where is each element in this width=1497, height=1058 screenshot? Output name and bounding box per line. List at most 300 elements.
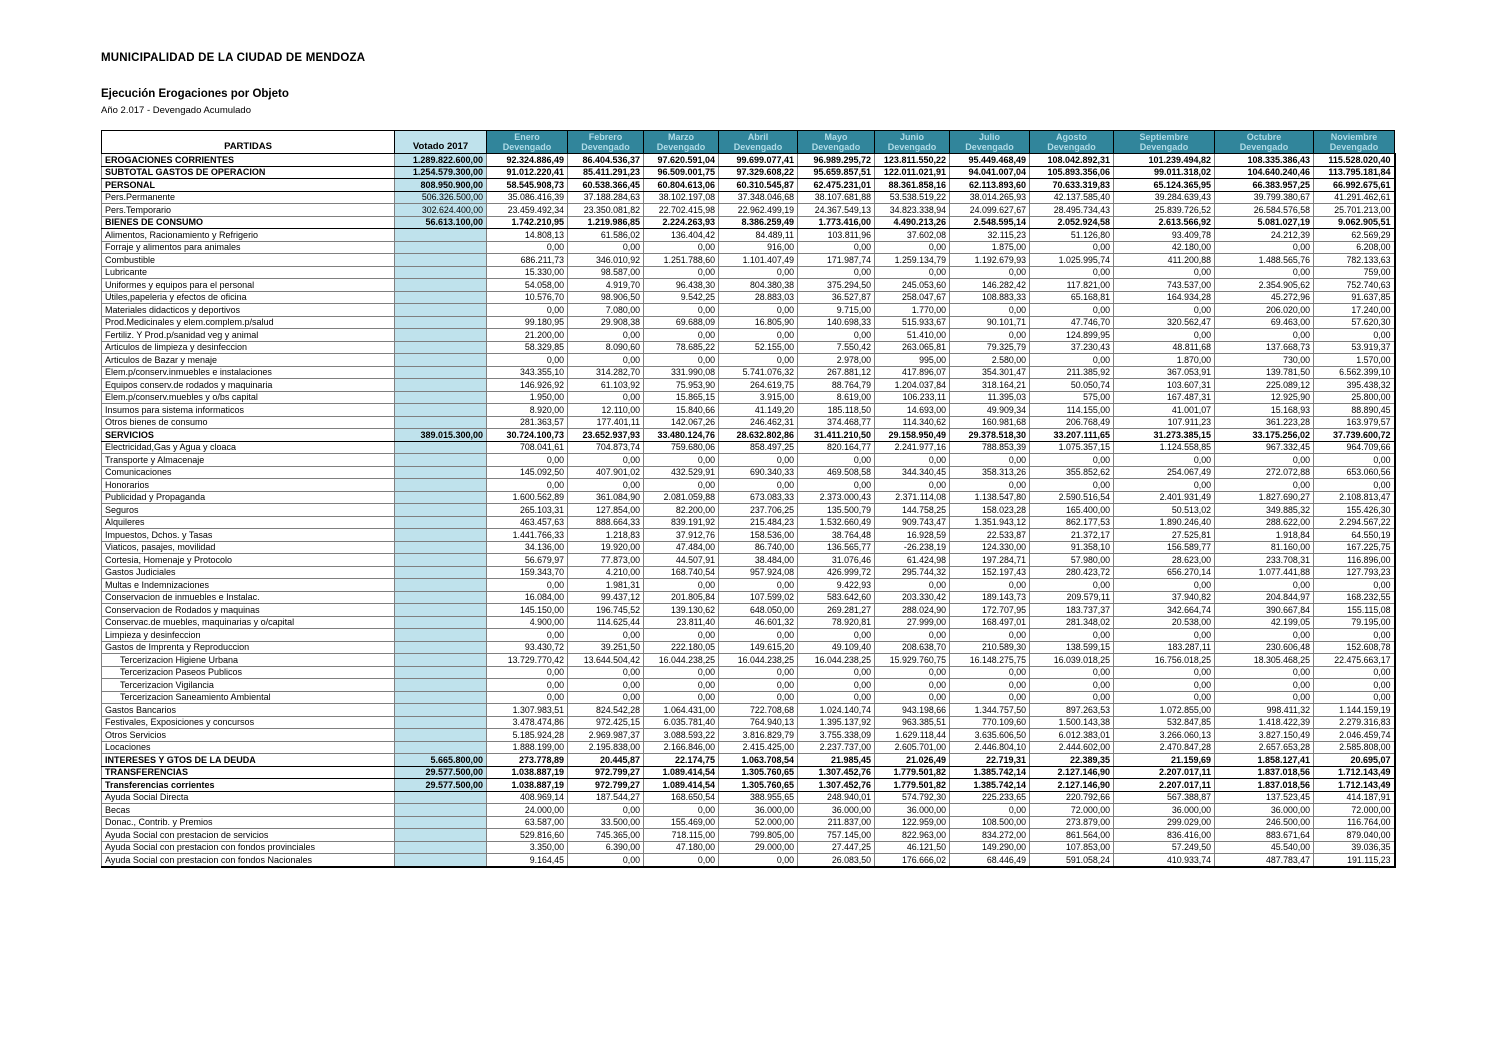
value-cell: 206.768,49: [1030, 416, 1114, 429]
value-cell: 757.145,00: [798, 829, 875, 842]
value-cell: 299.029,00: [1114, 816, 1215, 829]
votado-cell: 302.624.400,00: [395, 204, 487, 217]
column-header-month: Abril Devengado: [719, 131, 798, 154]
votado-cell: [395, 679, 487, 692]
value-cell: 0,00: [719, 454, 798, 467]
value-cell: 117.821,00: [1030, 279, 1114, 292]
value-cell: 0,00: [950, 629, 1030, 642]
value-cell: 22.702.415,98: [644, 204, 719, 217]
votado-cell: [395, 266, 487, 279]
value-cell: 18.305.468,25: [1215, 654, 1314, 667]
value-cell: 0,00: [1030, 629, 1114, 642]
value-cell: 3.088.593,22: [644, 729, 719, 742]
value-cell: 146.282,42: [950, 279, 1030, 292]
row-label: Transporte y Almacenaje: [102, 454, 395, 467]
value-cell: 648.050,00: [719, 604, 798, 617]
value-cell: 820.164,77: [798, 441, 875, 454]
value-cell: 42.137.585,40: [1030, 191, 1114, 204]
value-cell: 1.918,84: [1215, 529, 1314, 542]
value-cell: 208.638,70: [875, 641, 950, 654]
value-cell: 1.418.422,39: [1215, 716, 1314, 729]
table-row: [102, 616, 1395, 629]
votado-cell: [395, 604, 487, 617]
value-cell: 197.284,71: [950, 554, 1030, 567]
value-cell: 1.124.558,85: [1114, 441, 1215, 454]
value-cell: 62.569,29: [1314, 229, 1395, 242]
value-cell: 26.584.576,58: [1215, 204, 1314, 217]
value-cell: 79.195,00: [1314, 616, 1395, 629]
value-cell: 1.101.407,49: [719, 254, 798, 267]
value-cell: 1.305.760,65: [719, 779, 798, 792]
value-cell: 108.883,33: [950, 291, 1030, 304]
votado-cell: [395, 704, 487, 717]
value-cell: 1.770,00: [875, 304, 950, 317]
value-cell: 822.963,00: [875, 829, 950, 842]
value-cell: 15.840,66: [644, 404, 719, 417]
value-cell: 0,00: [1314, 691, 1395, 704]
value-cell: 98.906,50: [568, 291, 644, 304]
row-label: PERSONAL: [102, 179, 395, 192]
value-cell: 103.811,96: [798, 229, 875, 242]
value-cell: 0,00: [568, 804, 644, 817]
value-cell: 14.808,13: [487, 229, 568, 242]
value-cell: 33.480.124,76: [644, 429, 719, 442]
value-cell: 0,00: [487, 479, 568, 492]
row-label: Tercerizacion Vigilancia: [102, 679, 395, 692]
value-cell: 13.644.504,42: [568, 654, 644, 667]
value-cell: 61.103,92: [568, 379, 644, 392]
votado-cell: [395, 479, 487, 492]
value-cell: 66.383.957,25: [1215, 179, 1314, 192]
value-cell: 36.000,00: [798, 804, 875, 817]
value-cell: 211.837,00: [798, 816, 875, 829]
value-cell: 567.388,87: [1114, 791, 1215, 804]
value-cell: 145.092,50: [487, 466, 568, 479]
value-cell: 1.742.210,95: [487, 216, 568, 229]
value-cell: 114.155,00: [1030, 404, 1114, 417]
value-cell: 92.324.886,49: [487, 154, 568, 167]
value-cell: 52.000,00: [719, 816, 798, 829]
votado-cell: [395, 491, 487, 504]
value-cell: 113.795.181,84: [1314, 166, 1395, 179]
value-cell: 0,00: [1030, 579, 1114, 592]
value-cell: 96.989.295,72: [798, 154, 875, 167]
column-header-month: Junio Devengado: [875, 131, 950, 154]
value-cell: 28.883,03: [719, 291, 798, 304]
row-label: Donac., Contrib. y Premios: [102, 816, 395, 829]
value-cell: 204.844,97: [1215, 591, 1314, 604]
page-title: MUNICIPALIDAD DE LA CIUDAD DE MENDOZA: [101, 52, 366, 64]
value-cell: 583.642,60: [798, 591, 875, 604]
value-cell: 25.839.726,52: [1114, 204, 1215, 217]
value-cell: 99.699.077,41: [719, 154, 798, 167]
row-label: Insumos para sistema informaticos: [102, 404, 395, 417]
value-cell: 690.340,33: [719, 466, 798, 479]
value-cell: 0,00: [1314, 454, 1395, 467]
value-cell: 836.416,00: [1114, 829, 1215, 842]
value-cell: 858.497,25: [719, 441, 798, 454]
value-cell: 2.294.567,22: [1314, 516, 1395, 529]
value-cell: 38.107.681,88: [798, 191, 875, 204]
value-cell: 99.180,95: [487, 316, 568, 329]
value-cell: 0,00: [719, 854, 798, 867]
table-row: [102, 591, 1395, 604]
value-cell: 0,00: [950, 454, 1030, 467]
votado-cell: [395, 354, 487, 367]
row-label: Otros bienes de consumo: [102, 416, 395, 429]
value-cell: 177.401,11: [568, 416, 644, 429]
value-cell: 407.901,02: [568, 466, 644, 479]
value-cell: 410.933,74: [1114, 854, 1215, 867]
votado-cell: [395, 616, 487, 629]
value-cell: 1.089.414,54: [644, 766, 719, 779]
value-cell: 95.659.857,51: [798, 166, 875, 179]
value-cell: 0,00: [1030, 666, 1114, 679]
value-cell: 62.475.231,01: [798, 179, 875, 192]
value-cell: 165.400,00: [1030, 504, 1114, 517]
value-cell: 1.890.246,40: [1114, 516, 1215, 529]
value-cell: 0,00: [1114, 304, 1215, 317]
row-label: Utiles,papeleria y efectos de oficina: [102, 291, 395, 304]
value-cell: 972.799,27: [568, 766, 644, 779]
votado-cell: [395, 566, 487, 579]
value-cell: 65.168,81: [1030, 291, 1114, 304]
table-row: [102, 504, 1395, 517]
value-cell: 1.773.416,00: [798, 216, 875, 229]
value-cell: 4.210,00: [568, 566, 644, 579]
value-cell: 0,00: [1114, 666, 1215, 679]
value-cell: 9.164,45: [487, 854, 568, 867]
value-cell: 21.200,00: [487, 329, 568, 342]
table-row: [102, 204, 1395, 217]
value-cell: 1.712.143,49: [1314, 766, 1395, 779]
value-cell: 1.779.501,82: [875, 779, 950, 792]
value-cell: 20.538,00: [1114, 616, 1215, 629]
value-cell: 2.446.804,10: [950, 741, 1030, 754]
row-label: Uniformes y equipos para el personal: [102, 279, 395, 292]
value-cell: 0,00: [1114, 691, 1215, 704]
value-cell: 0,00: [719, 329, 798, 342]
value-cell: 189.143,73: [950, 591, 1030, 604]
value-cell: 1.629.118,44: [875, 729, 950, 742]
value-cell: 246.462,31: [719, 416, 798, 429]
value-cell: 0,00: [1114, 266, 1215, 279]
votado-cell: [395, 554, 487, 567]
value-cell: 0,00: [719, 304, 798, 317]
value-cell: 33.500,00: [568, 816, 644, 829]
value-cell: 759.680,06: [644, 441, 719, 454]
row-label: Tercerizacion Saneamiento Ambiental: [102, 691, 395, 704]
value-cell: 37.348.046,68: [719, 191, 798, 204]
value-cell: 127.854,00: [568, 504, 644, 517]
value-cell: 0,00: [1215, 266, 1314, 279]
table-row: [102, 229, 1395, 242]
value-cell: 16.148.275,75: [950, 654, 1030, 667]
value-cell: 12.110,00: [568, 404, 644, 417]
value-cell: 160.981,68: [950, 416, 1030, 429]
value-cell: 31.411.210,50: [798, 429, 875, 442]
value-cell: 0,00: [1215, 666, 1314, 679]
value-cell: 1.063.708,54: [719, 754, 798, 767]
value-cell: 210.589,30: [950, 641, 1030, 654]
value-cell: 0,00: [875, 241, 950, 254]
value-cell: 58.329,85: [487, 341, 568, 354]
value-cell: 155.115,08: [1314, 604, 1395, 617]
value-cell: 1.077.441,88: [1215, 566, 1314, 579]
value-cell: 152.608,78: [1314, 641, 1395, 654]
table-row: [102, 666, 1395, 679]
value-cell: 27.999,00: [875, 616, 950, 629]
value-cell: 0,00: [568, 679, 644, 692]
value-cell: 0,00: [1030, 454, 1114, 467]
table-row: [102, 191, 1395, 204]
value-cell: 176.666,02: [875, 854, 950, 867]
table-row: [102, 516, 1395, 529]
row-label: EROGACIONES CORRIENTES: [102, 154, 395, 167]
value-cell: 0,00: [1314, 679, 1395, 692]
section-row: [102, 766, 1395, 779]
row-label: Articulos de Bazar y menaje: [102, 354, 395, 367]
votado-cell: [395, 654, 487, 667]
value-cell: 2.548.595,14: [950, 216, 1030, 229]
value-cell: 63.587,00: [487, 816, 568, 829]
value-cell: 135.500,79: [798, 504, 875, 517]
value-cell: 0,00: [1030, 679, 1114, 692]
value-cell: 33.207.111,65: [1030, 429, 1114, 442]
value-cell: 16.084,00: [487, 591, 568, 604]
value-cell: 0,00: [644, 579, 719, 592]
value-cell: 98.587,00: [568, 266, 644, 279]
value-cell: 57.980,00: [1030, 554, 1114, 567]
value-cell: 22.719,31: [950, 754, 1030, 767]
value-cell: 349.885,32: [1215, 504, 1314, 517]
value-cell: 0,00: [644, 479, 719, 492]
value-cell: 168.740,54: [644, 566, 719, 579]
value-cell: 269.281,27: [798, 604, 875, 617]
value-cell: 108.500,00: [950, 816, 1030, 829]
votado-cell: [395, 416, 487, 429]
value-cell: 78.685,22: [644, 341, 719, 354]
value-cell: 432.529,91: [644, 466, 719, 479]
value-cell: 0,00: [1030, 479, 1114, 492]
value-cell: 11.395,03: [950, 391, 1030, 404]
value-cell: 2.657.653,28: [1215, 741, 1314, 754]
value-cell: 354.301,47: [950, 366, 1030, 379]
value-cell: 88.764,79: [798, 379, 875, 392]
value-cell: 361.223,28: [1215, 416, 1314, 429]
value-cell: 2.580,00: [950, 354, 1030, 367]
table-row: [102, 741, 1395, 754]
row-label: Pers.Permanente: [102, 191, 395, 204]
value-cell: 24.212,39: [1215, 229, 1314, 242]
section-row: [102, 166, 1395, 179]
value-cell: 2.127.146,90: [1030, 766, 1114, 779]
row-label: Ayuda Social con prestacion con fondos Nacionales: [102, 854, 395, 867]
value-cell: 187.544,27: [568, 791, 644, 804]
row-label: Otros Servicios: [102, 729, 395, 742]
value-cell: 90.101,71: [950, 316, 1030, 329]
value-cell: 16.756.018,25: [1114, 654, 1215, 667]
row-label: Comunicaciones: [102, 466, 395, 479]
table-row: [102, 691, 1395, 704]
value-cell: 998.411,32: [1215, 704, 1314, 717]
table-row: [102, 554, 1395, 567]
value-cell: 34.136,00: [487, 541, 568, 554]
value-cell: 42.180,00: [1114, 241, 1215, 254]
votado-cell: 29.577.500,00: [395, 779, 487, 792]
value-cell: 47.746,70: [1030, 316, 1114, 329]
value-cell: 0,00: [1030, 354, 1114, 367]
value-cell: 2.224.263,93: [644, 216, 719, 229]
table-row: [102, 679, 1395, 692]
value-cell: 463.457,63: [487, 516, 568, 529]
row-label: Seguros: [102, 504, 395, 517]
value-cell: 36.000,00: [1114, 804, 1215, 817]
value-cell: 230.606,48: [1215, 641, 1314, 654]
value-cell: 215.484,23: [719, 516, 798, 529]
value-cell: 0,00: [1215, 629, 1314, 642]
value-cell: 88.361.858,16: [875, 179, 950, 192]
value-cell: 36.000,00: [1215, 804, 1314, 817]
table-row: [102, 466, 1395, 479]
header-row: [102, 131, 1395, 154]
value-cell: 0,00: [950, 329, 1030, 342]
value-cell: 1.138.547,80: [950, 491, 1030, 504]
value-cell: 764.940,13: [719, 716, 798, 729]
value-cell: 171.987,74: [798, 254, 875, 267]
value-cell: 1.385.742,14: [950, 766, 1030, 779]
row-label: Publicidad y Propaganda: [102, 491, 395, 504]
table-row: [102, 391, 1395, 404]
votado-cell: [395, 466, 487, 479]
value-cell: 1.858.127,41: [1215, 754, 1314, 767]
value-cell: 7.550,42: [798, 341, 875, 354]
table-row: [102, 529, 1395, 542]
value-cell: 136.565,77: [798, 541, 875, 554]
value-cell: 0,00: [1314, 629, 1395, 642]
value-cell: 344.340,45: [875, 466, 950, 479]
value-cell: 114.340,62: [875, 416, 950, 429]
value-cell: 1.089.414,54: [644, 779, 719, 792]
value-cell: 24.367.549,13: [798, 204, 875, 217]
value-cell: 206.020,00: [1215, 304, 1314, 317]
value-cell: 31.076,46: [798, 554, 875, 567]
votado-cell: [395, 729, 487, 742]
votado-cell: [395, 591, 487, 604]
value-cell: 69.463,00: [1215, 316, 1314, 329]
value-cell: 82.200,00: [644, 504, 719, 517]
row-label: Equipos conserv.de rodados y maquinaria: [102, 379, 395, 392]
votado-cell: [395, 366, 487, 379]
value-cell: 50.513,02: [1114, 504, 1215, 517]
value-cell: 29.158.950,49: [875, 429, 950, 442]
value-cell: 145.150,00: [487, 604, 568, 617]
value-cell: 0,00: [1114, 629, 1215, 642]
value-cell: 114.625,44: [568, 616, 644, 629]
value-cell: 532.847,85: [1114, 716, 1215, 729]
value-cell: 730,00: [1215, 354, 1314, 367]
value-cell: 0,00: [1215, 691, 1314, 704]
value-cell: 25.800,00: [1314, 391, 1395, 404]
value-cell: 42.199,05: [1215, 616, 1314, 629]
value-cell: 2.237.737,00: [798, 741, 875, 754]
value-cell: 839.191,92: [644, 516, 719, 529]
value-cell: 0,00: [487, 579, 568, 592]
section-row: [102, 429, 1395, 442]
value-cell: 15.865,15: [644, 391, 719, 404]
votado-cell: [395, 641, 487, 654]
value-cell: 2.605.701,00: [875, 741, 950, 754]
value-cell: 1.251.788,60: [644, 254, 719, 267]
table-body: [102, 154, 1395, 867]
value-cell: 417.896,07: [875, 366, 950, 379]
value-cell: 2.585.808,00: [1314, 741, 1395, 754]
value-cell: 22.174,75: [644, 754, 719, 767]
value-cell: 1.075.357,15: [1030, 441, 1114, 454]
value-cell: 108.335.386,43: [1215, 154, 1314, 167]
value-cell: 16.039.018,25: [1030, 654, 1114, 667]
value-cell: 1.144.159,19: [1314, 704, 1395, 717]
value-cell: 144.758,25: [875, 504, 950, 517]
row-label: Articulos de limpieza y desinfeccion: [102, 341, 395, 354]
row-label: BIENES DE CONSUMO: [102, 216, 395, 229]
value-cell: 2.195.838,00: [568, 741, 644, 754]
table-row: [102, 704, 1395, 717]
value-cell: 6.390,00: [568, 841, 644, 854]
value-cell: 58.545.908,73: [487, 179, 568, 192]
value-cell: 29.908,38: [568, 316, 644, 329]
value-cell: 45.540,00: [1215, 841, 1314, 854]
row-label: Gastos Judiciales: [102, 566, 395, 579]
value-cell: 272.072,88: [1215, 466, 1314, 479]
value-cell: 23.811,40: [644, 616, 719, 629]
row-label: Gastos Bancarios: [102, 704, 395, 717]
value-cell: 0,00: [644, 266, 719, 279]
value-cell: 64.550,19: [1314, 529, 1395, 542]
value-cell: 2.279.316,83: [1314, 716, 1395, 729]
value-cell: 267.881,12: [798, 366, 875, 379]
value-cell: 515.933,67: [875, 316, 950, 329]
value-cell: 2.052.924,58: [1030, 216, 1114, 229]
value-cell: 0,00: [1114, 329, 1215, 342]
value-cell: 16.044.238,25: [719, 654, 798, 667]
value-cell: 37.739.600,72: [1314, 429, 1395, 442]
value-cell: 16.044.238,25: [798, 654, 875, 667]
value-cell: 225.233,65: [950, 791, 1030, 804]
row-label: Conservacion de Rodados y maquinas: [102, 604, 395, 617]
value-cell: 273.778,89: [487, 754, 568, 767]
value-cell: 254.067,49: [1114, 466, 1215, 479]
row-label: Pers.Temporario: [102, 204, 395, 217]
value-cell: 95.449.468,49: [950, 154, 1030, 167]
value-cell: 139.130,62: [644, 604, 719, 617]
votado-cell: [395, 816, 487, 829]
table-row: [102, 716, 1395, 729]
value-cell: 168.232,55: [1314, 591, 1395, 604]
value-cell: 2.613.566,92: [1114, 216, 1215, 229]
value-cell: 1.038.887,19: [487, 779, 568, 792]
value-cell: 0,00: [1030, 266, 1114, 279]
value-cell: 2.444.602,00: [1030, 741, 1114, 754]
value-cell: 201.805,84: [644, 591, 719, 604]
value-cell: 0,00: [875, 579, 950, 592]
value-cell: 1.837.018,56: [1215, 779, 1314, 792]
value-cell: 1.038.887,19: [487, 766, 568, 779]
row-label: Alimentos, Racionamiento y Refrigerio: [102, 229, 395, 242]
value-cell: 0,00: [950, 666, 1030, 679]
row-label: Elem.p/conserv.inmuebles e instalaciones: [102, 366, 395, 379]
value-cell: 39.251,50: [568, 641, 644, 654]
